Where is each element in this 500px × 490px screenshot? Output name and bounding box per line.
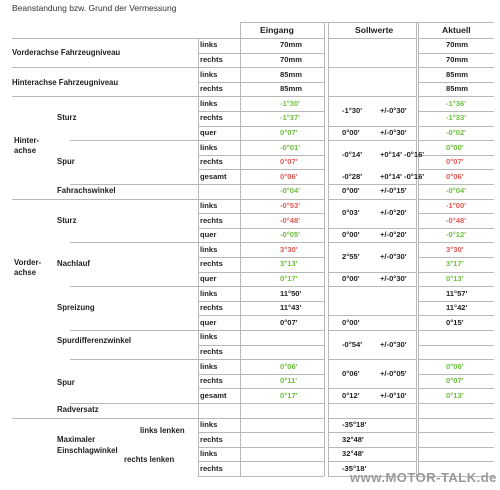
row-divider bbox=[198, 126, 324, 127]
aktuell-value: -0°48' bbox=[446, 215, 467, 225]
row-divider bbox=[328, 388, 416, 389]
eingang-value: 70mm bbox=[280, 54, 302, 64]
group-maximaler-einschlagwinkel: Maximaler Einschlagwinkel bbox=[57, 434, 118, 455]
row-divider bbox=[70, 286, 198, 287]
row-divider bbox=[328, 67, 416, 68]
aktuell-value: -1°33' bbox=[446, 113, 467, 123]
column-divider bbox=[416, 22, 417, 476]
document-title: Beanstandung bzw. Grund der Vermessung bbox=[12, 3, 177, 13]
row-divider bbox=[198, 403, 324, 404]
sollwert-value: 0°06' bbox=[342, 368, 360, 378]
row-label: links bbox=[200, 332, 218, 342]
aktuell-value: 11°57' bbox=[446, 288, 468, 298]
row-divider bbox=[328, 359, 416, 360]
row-divider bbox=[418, 242, 494, 243]
row-divider bbox=[70, 403, 198, 404]
row-divider bbox=[328, 140, 416, 141]
sollwert-tolerance: +/-0°20' bbox=[380, 208, 407, 218]
sollwert-value: 0°12' bbox=[342, 390, 360, 400]
row-divider bbox=[198, 476, 324, 477]
eingang-value: -0°04' bbox=[280, 186, 301, 196]
group-radversatz: Radversatz bbox=[57, 405, 99, 415]
sollwert-tolerance: +/-0°20' bbox=[380, 230, 407, 240]
sollwert-tolerance: +/-0°30' bbox=[380, 252, 407, 261]
row-divider bbox=[418, 82, 494, 83]
eingang-value: 0°17' bbox=[280, 273, 298, 283]
row-divider bbox=[12, 67, 198, 68]
row-divider bbox=[328, 228, 416, 229]
sollwert-tolerance: +/-0°30' bbox=[380, 273, 407, 283]
row-divider bbox=[198, 82, 324, 83]
row-divider bbox=[328, 199, 416, 200]
row-divider bbox=[198, 345, 324, 346]
header-eingang: Eingang bbox=[260, 25, 294, 35]
row-divider bbox=[198, 374, 324, 375]
watermark: www.MOTOR-TALK.de bbox=[350, 470, 497, 485]
row-divider bbox=[70, 140, 198, 141]
eingang-value: -0°01' bbox=[280, 142, 301, 152]
eingang-value: 85mm bbox=[280, 69, 302, 79]
row-divider bbox=[198, 67, 324, 68]
row-divider bbox=[70, 359, 198, 360]
sollwert-value: 2°55' bbox=[342, 252, 360, 261]
eingang-value: 0°07' bbox=[280, 157, 298, 167]
row-divider bbox=[418, 38, 494, 39]
row-divider bbox=[418, 272, 494, 273]
row-divider bbox=[198, 96, 324, 97]
eingang-value: 0°17' bbox=[280, 390, 298, 400]
row-label: links bbox=[200, 419, 218, 429]
header-sollwerte: Sollwerte bbox=[355, 25, 394, 35]
row-divider bbox=[418, 403, 494, 404]
row-label: quer bbox=[200, 273, 217, 283]
row-divider bbox=[418, 301, 494, 302]
eingang-value: 0°07' bbox=[280, 127, 298, 137]
sollwert-tolerance: +/-0°05' bbox=[380, 368, 407, 378]
row-label: rechts bbox=[200, 113, 223, 123]
row-label: links bbox=[200, 98, 218, 108]
aktuell-value: 0°13' bbox=[446, 390, 464, 400]
group-sturz-h: Sturz bbox=[57, 113, 77, 123]
group-spurdifferenzwinkel: Spurdifferenzwinkel bbox=[57, 336, 132, 346]
sollwert-value: 32°48' bbox=[342, 434, 364, 444]
aktuell-value: 0°06' bbox=[446, 171, 464, 181]
eingang-value: 85mm bbox=[280, 84, 302, 94]
sollwert-tolerance: +0°14' -0°16' bbox=[380, 171, 425, 181]
row-divider bbox=[70, 330, 198, 331]
row-label: rechts bbox=[200, 346, 223, 356]
row-divider bbox=[328, 286, 416, 287]
sollwert-tolerance: +/-0°30' bbox=[380, 339, 407, 349]
measurement-table bbox=[12, 22, 494, 482]
sollwert-value: -0°28' bbox=[342, 171, 363, 181]
row-label: gesamt bbox=[200, 390, 227, 400]
row-divider bbox=[418, 140, 494, 141]
group-sturz-v: Sturz bbox=[57, 215, 77, 225]
row-divider bbox=[198, 418, 324, 419]
row-divider bbox=[198, 286, 324, 287]
row-divider bbox=[328, 242, 416, 243]
column-divider bbox=[324, 22, 325, 476]
eingang-value: 0°07' bbox=[280, 317, 298, 327]
row-divider bbox=[418, 169, 494, 170]
row-divider bbox=[328, 96, 416, 97]
row-divider bbox=[418, 388, 494, 389]
row-divider bbox=[198, 184, 324, 185]
row-divider bbox=[418, 359, 494, 360]
row-divider bbox=[418, 286, 494, 287]
row-divider bbox=[240, 22, 494, 23]
eingang-value: -1°30' bbox=[280, 98, 301, 108]
aktuell-value: 11°42' bbox=[446, 303, 468, 313]
group-spur-v: Spur bbox=[57, 378, 75, 388]
aktuell-value: 70mm bbox=[446, 54, 468, 64]
row-label: rechts bbox=[200, 215, 223, 225]
row-divider bbox=[198, 359, 324, 360]
aktuell-value: 0°07' bbox=[446, 376, 464, 386]
row-label: quer bbox=[200, 127, 217, 137]
row-divider bbox=[12, 418, 198, 419]
eingang-value: 3°30' bbox=[280, 244, 298, 254]
aktuell-value: 3°30' bbox=[446, 244, 464, 254]
row-divider bbox=[418, 345, 494, 346]
group-nachlauf: Nachlauf bbox=[57, 259, 90, 269]
row-divider bbox=[198, 199, 324, 200]
row-label: quer bbox=[200, 317, 217, 327]
row-label: links bbox=[200, 40, 218, 50]
header-aktuell: Aktuell bbox=[442, 25, 471, 35]
aktuell-value: 0°15' bbox=[446, 317, 464, 327]
row-divider bbox=[328, 330, 416, 331]
row-divider bbox=[418, 432, 494, 433]
row-divider bbox=[12, 96, 198, 97]
sollwert-value: 0°00' bbox=[342, 186, 360, 196]
sollwert-value: 0°00' bbox=[342, 230, 360, 240]
sollwert-value: -1°30' bbox=[342, 106, 363, 115]
aktuell-value: 0°06' bbox=[446, 361, 464, 371]
column-divider bbox=[418, 22, 419, 476]
group-spreizung: Spreizung bbox=[57, 303, 95, 313]
eingang-value: -0°53' bbox=[280, 200, 301, 210]
row-label: quer bbox=[200, 230, 217, 240]
group-rechts-lenken: rechts lenken bbox=[124, 455, 175, 465]
sollwert-value: -0°54' bbox=[342, 339, 363, 349]
row-label: rechts bbox=[200, 376, 223, 386]
column-divider bbox=[240, 22, 241, 476]
eingang-value: 0°06' bbox=[280, 361, 298, 371]
row-divider bbox=[328, 403, 416, 404]
row-label: links bbox=[200, 69, 218, 79]
row-divider bbox=[328, 38, 416, 39]
row-divider bbox=[418, 53, 494, 54]
aktuell-value: -1°00' bbox=[446, 200, 467, 210]
row-divider bbox=[198, 388, 324, 389]
group-fahrachswinkel: Fahrachswinkel bbox=[57, 186, 116, 196]
section-vorderachse: Vorder- achse bbox=[14, 258, 42, 278]
sollwert-value: 0°03' bbox=[342, 208, 360, 218]
row-label: links bbox=[200, 142, 218, 152]
row-label: rechts bbox=[200, 54, 223, 64]
row-label: rechts bbox=[200, 463, 223, 473]
eingang-value: 70mm bbox=[280, 40, 302, 50]
row-label: links bbox=[200, 200, 218, 210]
row-divider bbox=[418, 461, 494, 462]
row-divider bbox=[418, 96, 494, 97]
section-hinterachse-niveau: Hinterachse Fahrzeugniveau bbox=[12, 77, 119, 87]
aktuell-value: 0°13' bbox=[446, 273, 464, 283]
aktuell-value: -0°12' bbox=[446, 230, 467, 240]
eingang-value: 0°06' bbox=[280, 171, 298, 181]
row-divider bbox=[198, 242, 324, 243]
aktuell-value: 0°00' bbox=[446, 142, 464, 152]
row-divider bbox=[198, 155, 324, 156]
row-divider bbox=[198, 111, 324, 112]
row-divider bbox=[70, 184, 198, 185]
row-divider bbox=[198, 461, 324, 462]
row-label: gesamt bbox=[200, 171, 227, 181]
eingang-value: -1°37' bbox=[280, 113, 301, 123]
row-divider bbox=[198, 272, 324, 273]
row-divider bbox=[198, 140, 324, 141]
sollwert-tolerance: +/-0°30' bbox=[380, 106, 407, 115]
row-divider bbox=[198, 432, 324, 433]
row-divider bbox=[418, 228, 494, 229]
row-divider bbox=[418, 374, 494, 375]
sollwert-value: 32°48' bbox=[342, 449, 364, 459]
row-divider bbox=[328, 418, 416, 419]
eingang-value: 3°13' bbox=[280, 259, 298, 269]
row-label: rechts bbox=[200, 303, 223, 313]
section-hinterachse: Hinter- achse bbox=[14, 135, 40, 155]
row-divider bbox=[418, 315, 494, 316]
eingang-value: -0°48' bbox=[280, 215, 301, 225]
aktuell-value: 85mm bbox=[446, 84, 468, 94]
row-divider bbox=[418, 213, 494, 214]
row-divider bbox=[328, 315, 416, 316]
eingang-value: 0°11' bbox=[280, 376, 298, 386]
row-divider bbox=[328, 272, 416, 273]
sollwert-value: 0°00' bbox=[342, 127, 360, 137]
row-divider bbox=[418, 330, 494, 331]
eingang-value: 11°50' bbox=[280, 288, 302, 298]
column-divider bbox=[328, 22, 329, 476]
aktuell-value: -1°36' bbox=[446, 98, 467, 108]
sollwert-value: -0°14' bbox=[342, 149, 363, 159]
row-divider bbox=[328, 447, 416, 448]
row-divider bbox=[12, 199, 198, 200]
row-divider bbox=[70, 242, 198, 243]
row-divider bbox=[418, 111, 494, 112]
row-divider bbox=[198, 213, 324, 214]
sollwert-tolerance: +/-0°10' bbox=[380, 390, 407, 400]
sollwert-tolerance: +/-0°30' bbox=[380, 127, 407, 137]
row-divider bbox=[418, 447, 494, 448]
row-label: links bbox=[200, 288, 218, 298]
row-divider bbox=[418, 126, 494, 127]
row-divider bbox=[328, 126, 416, 127]
row-divider bbox=[12, 38, 324, 39]
eingang-value: 11°43' bbox=[280, 303, 302, 313]
row-label: links bbox=[200, 361, 218, 371]
row-divider bbox=[418, 257, 494, 258]
group-links-lenken: links lenken bbox=[140, 425, 185, 435]
row-divider bbox=[198, 447, 324, 448]
row-divider bbox=[328, 184, 416, 185]
row-divider bbox=[198, 53, 324, 54]
sollwert-value: 0°00' bbox=[342, 273, 360, 283]
group-spur-h: Spur bbox=[57, 157, 75, 167]
sollwert-tolerance: +0°14' -0°16' bbox=[380, 149, 425, 159]
aktuell-value: 3°17' bbox=[446, 259, 464, 269]
row-divider bbox=[418, 67, 494, 68]
row-label: links bbox=[200, 449, 218, 459]
row-label: rechts bbox=[200, 434, 223, 444]
row-divider bbox=[418, 184, 494, 185]
row-divider bbox=[418, 199, 494, 200]
aktuell-value: -0°02' bbox=[446, 127, 467, 137]
aktuell-value: -0°04' bbox=[446, 186, 467, 196]
row-label: rechts bbox=[200, 157, 223, 167]
row-label: rechts bbox=[200, 84, 223, 94]
row-divider bbox=[198, 330, 324, 331]
sollwert-tolerance: +/-0°15' bbox=[380, 186, 407, 196]
row-label: links bbox=[200, 244, 218, 254]
row-divider bbox=[198, 315, 324, 316]
row-divider bbox=[328, 432, 416, 433]
row-label: rechts bbox=[200, 259, 223, 269]
sollwert-value: -35°18' bbox=[342, 419, 367, 429]
aktuell-value: 85mm bbox=[446, 69, 468, 79]
row-divider bbox=[198, 301, 324, 302]
row-divider bbox=[328, 461, 416, 462]
row-divider bbox=[198, 169, 324, 170]
section-vorderachse-niveau: Vorderachse Fahrzeugniveau bbox=[12, 48, 121, 58]
sollwert-value: 0°00' bbox=[342, 317, 360, 327]
row-divider bbox=[418, 418, 494, 419]
row-divider bbox=[418, 155, 494, 156]
aktuell-value: 70mm bbox=[446, 40, 468, 50]
row-divider bbox=[198, 257, 324, 258]
row-divider bbox=[198, 228, 324, 229]
sollwert-value: -35°18' bbox=[342, 463, 367, 473]
eingang-value: -0°05' bbox=[280, 230, 301, 240]
aktuell-value: 0°07' bbox=[446, 157, 464, 167]
